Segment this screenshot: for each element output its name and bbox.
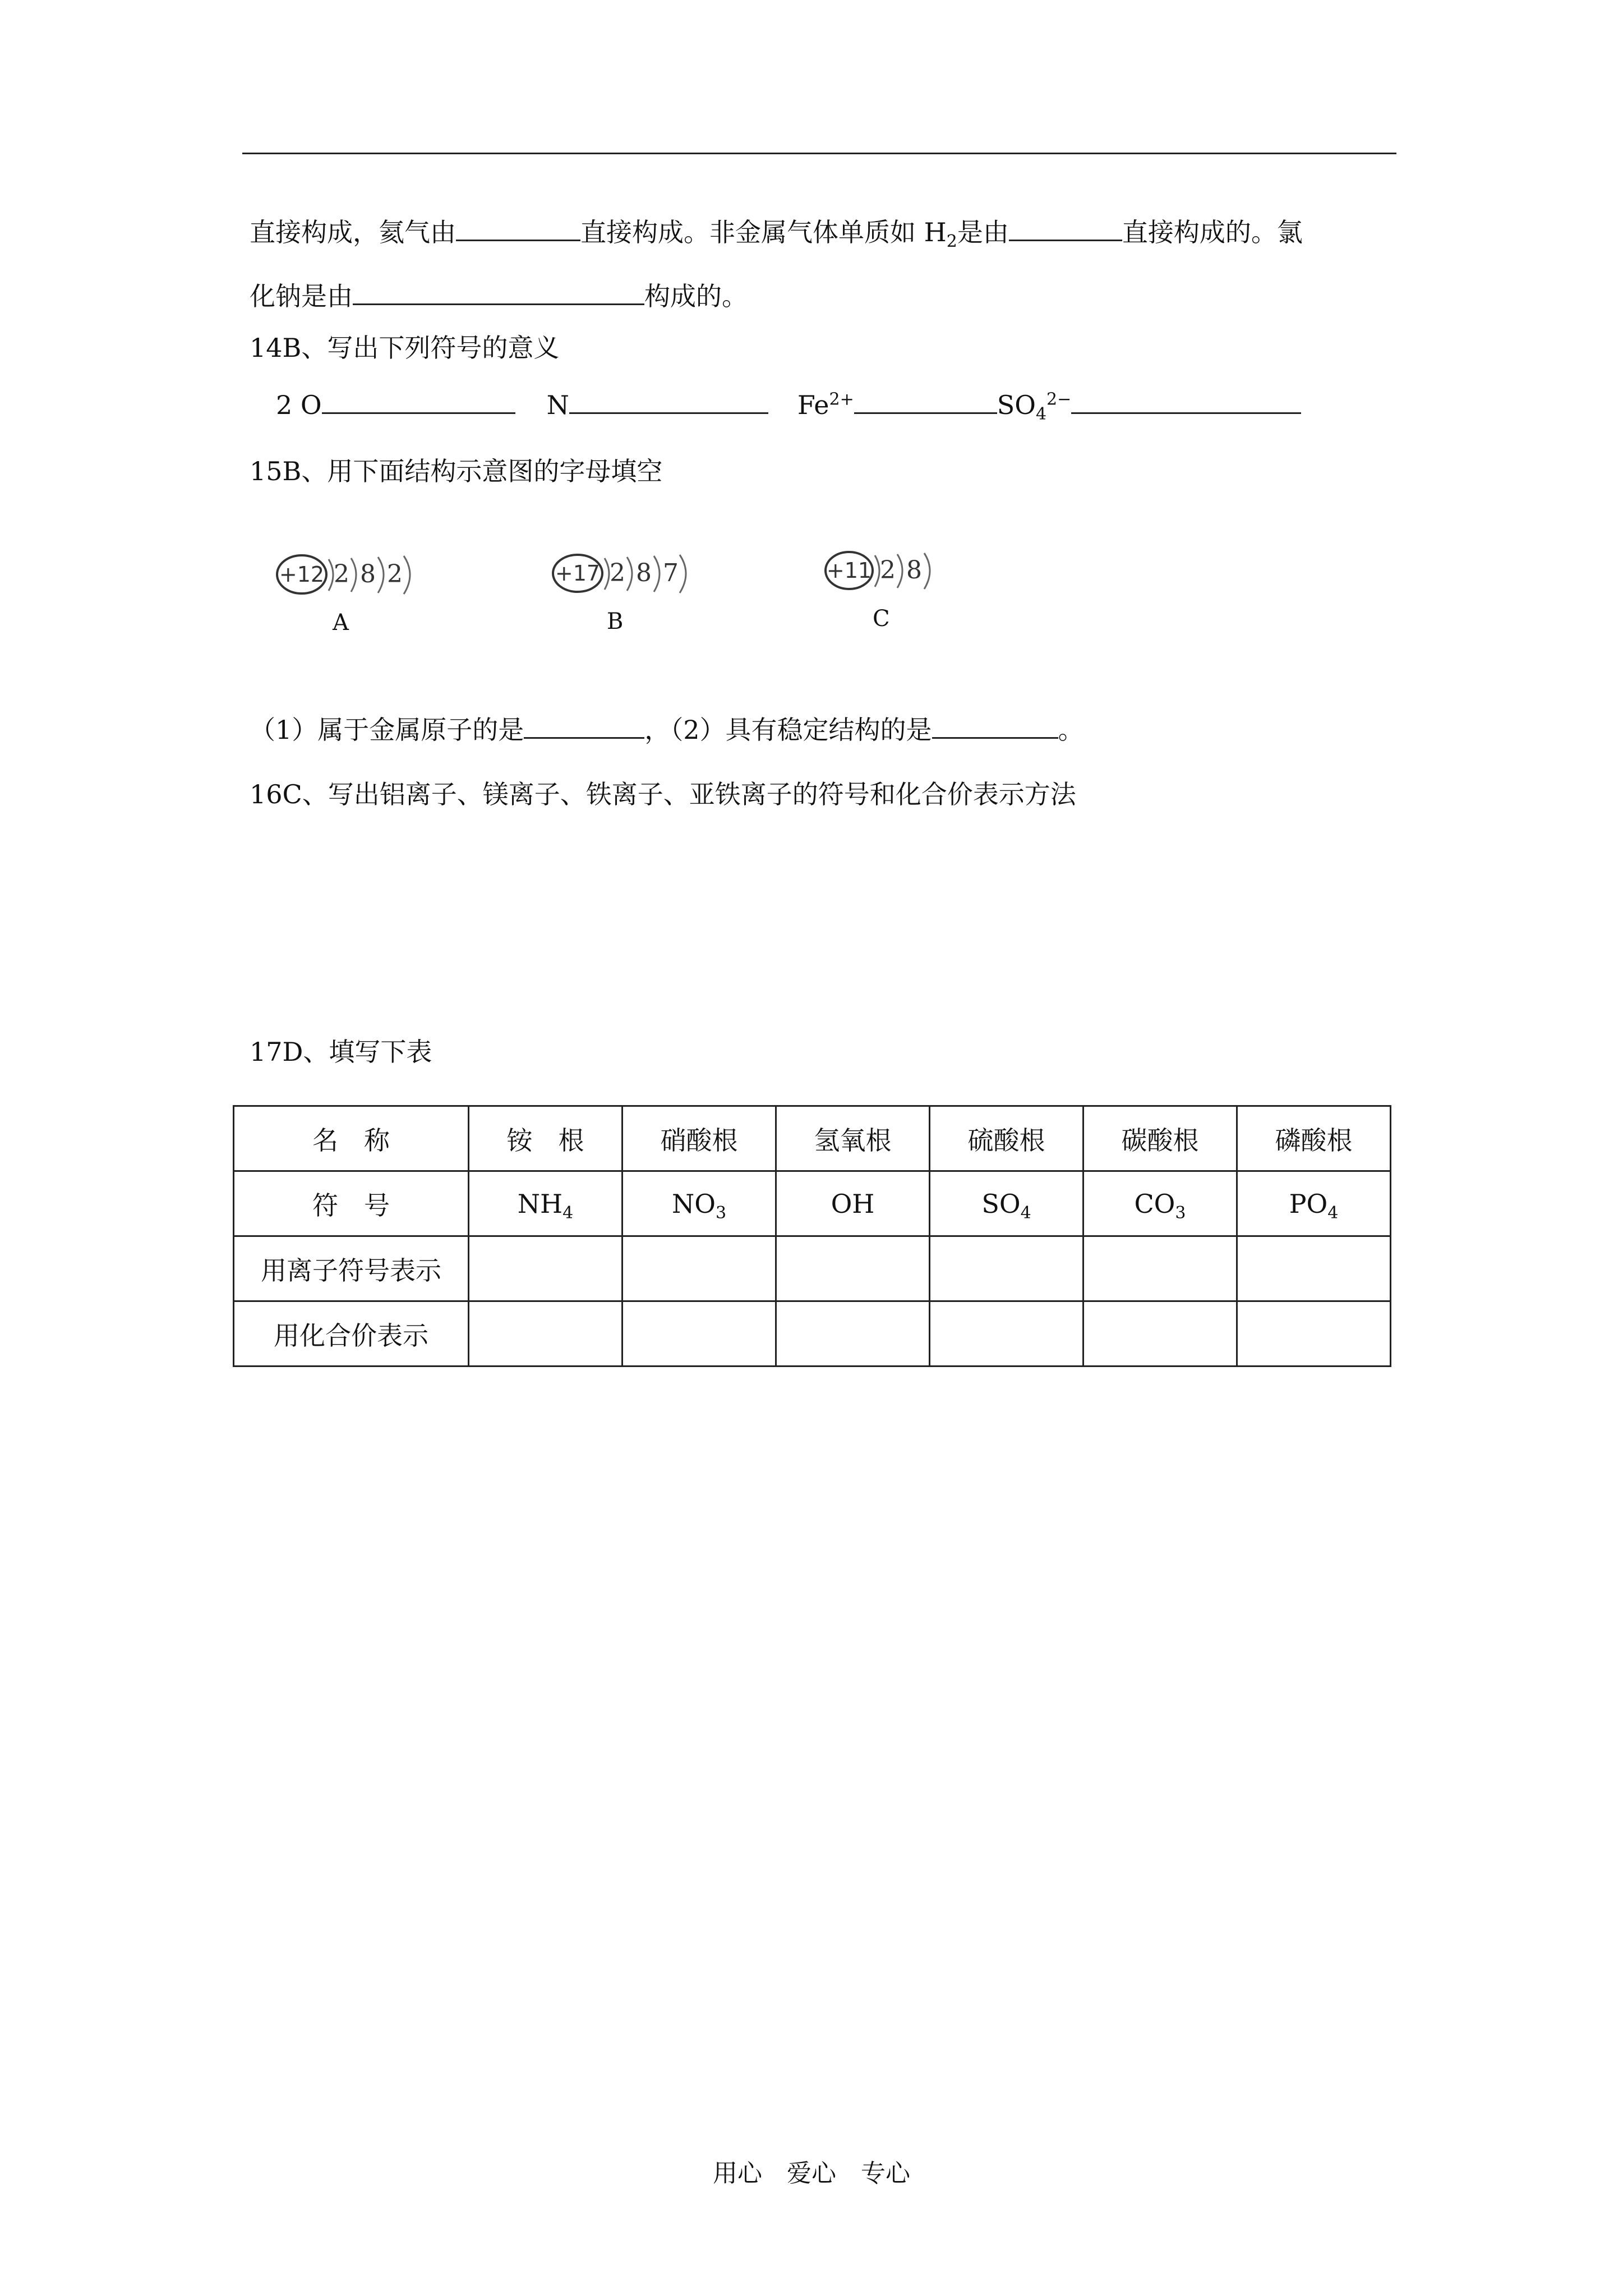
- answer-cell-valence-phosphate[interactable]: [1237, 1301, 1391, 1366]
- line1-part3: 是由: [957, 217, 1009, 247]
- line1-part1: 直接构成，氦气由: [250, 217, 456, 247]
- name-cell-hydroxide: 氢氧根: [776, 1106, 930, 1171]
- shell-3-electrons: 2: [387, 560, 403, 588]
- q14-item-label: Fe: [797, 390, 829, 420]
- symbol-cell-ammonium: [469, 1171, 623, 1236]
- q14-item-so4: [997, 388, 1302, 425]
- symbol-subscript: 3: [1175, 1203, 1186, 1223]
- symbol-subscript: 3: [715, 1203, 727, 1223]
- shell-2-electrons: 8: [360, 560, 376, 588]
- answer-cell-ion-phosphate[interactable]: [1237, 1236, 1391, 1301]
- answer-cell-valence-ammonium[interactable]: [469, 1301, 623, 1366]
- name-cell-phosphate: 磷酸根: [1237, 1106, 1391, 1171]
- q14-blank-n[interactable]: [569, 388, 768, 414]
- q14-blank-fe[interactable]: [854, 388, 997, 414]
- answer-cell-valence-sulfate[interactable]: [930, 1301, 1083, 1366]
- fe-superscript: 2+: [829, 389, 854, 409]
- atom-diagram-a: [274, 547, 419, 636]
- q14-blank-so4[interactable]: [1071, 388, 1301, 414]
- line1-part2: 直接构成。非金属气体单质如 H: [580, 217, 947, 247]
- page-footer: 用心 爱心 专心: [713, 2159, 910, 2188]
- blank-sodium-chloride[interactable]: [353, 279, 644, 305]
- symbol-cell-hydroxide: [776, 1171, 930, 1236]
- line2-part2: 构成的。: [644, 281, 748, 311]
- q14-item-label: SO: [997, 390, 1036, 420]
- shell-3-electrons: 7: [663, 559, 679, 587]
- shell-1-electrons: 2: [334, 560, 349, 588]
- atom-diagram-c: [822, 544, 940, 632]
- atom-diagram-b: [550, 547, 695, 634]
- q14-items: [276, 388, 1301, 425]
- so4-superscript: 2−: [1046, 389, 1072, 409]
- q14-item-label: 2 O: [276, 390, 322, 420]
- blank-nonmetal-gas[interactable]: [1009, 215, 1122, 241]
- line2-part1: 化钠是由: [250, 281, 353, 311]
- answer-cell-ion-sulfate[interactable]: [930, 1236, 1083, 1301]
- shell-2-electrons: 8: [636, 559, 652, 587]
- line1-part4: 直接构成的。氯: [1122, 217, 1303, 247]
- q14-item-n: [547, 388, 768, 422]
- shell-2-electrons: 8: [906, 556, 922, 585]
- q14-blank-2o[interactable]: [322, 388, 515, 414]
- answer-cell-ion-ammonium[interactable]: [469, 1236, 623, 1301]
- table-row-symbols: [234, 1171, 1391, 1236]
- answer-cell-ion-hydroxide[interactable]: [776, 1236, 930, 1301]
- name-cell-carbonate: 碳酸根: [1083, 1106, 1237, 1171]
- q16-title: 16C、写出铝离子、镁离子、铁离子、亚铁离子的符号和化合价表示方法: [250, 779, 1076, 809]
- q15-sub1-label: （1）属于金属原子的是: [250, 715, 524, 745]
- diagram-letter-b: B: [607, 609, 624, 634]
- table-row-valence: [234, 1301, 1391, 1366]
- answer-cell-valence-nitrate[interactable]: [623, 1301, 776, 1366]
- blank-helium[interactable]: [456, 215, 580, 241]
- nucleus-label: +12: [279, 562, 325, 587]
- q14-item-fe: [797, 388, 997, 422]
- symbol-cell-phosphate: [1237, 1171, 1391, 1236]
- h2-subscript: 2: [946, 232, 957, 252]
- answer-cell-ion-nitrate[interactable]: [623, 1236, 776, 1301]
- symbol-base: SO: [981, 1188, 1021, 1219]
- symbol-subscript: 4: [562, 1203, 574, 1223]
- row-header-name: 名 称: [234, 1106, 469, 1171]
- symbol-base: NO: [671, 1188, 716, 1219]
- answer-cell-ion-carbonate[interactable]: [1083, 1236, 1237, 1301]
- answer-cell-valence-carbonate[interactable]: [1083, 1301, 1237, 1366]
- table-row-names: [234, 1106, 1391, 1171]
- diagram-letter-c: C: [873, 606, 890, 632]
- q15-blank-stable-structure[interactable]: [932, 712, 1058, 739]
- shell-1-electrons: 2: [610, 559, 625, 587]
- ion-table: [233, 1105, 1391, 1367]
- name-cell-ammonium: 铵 根: [469, 1106, 623, 1171]
- text-line-2: [250, 279, 748, 313]
- symbol-subscript: 4: [1327, 1203, 1339, 1223]
- symbol-base: PO: [1289, 1188, 1328, 1219]
- q15-subquestions: [250, 712, 1084, 747]
- shell-1-electrons: 2: [880, 556, 896, 585]
- row-header-valence: 用化合价表示: [234, 1301, 469, 1366]
- symbol-base: OH: [831, 1188, 875, 1219]
- symbol-cell-nitrate: [623, 1171, 776, 1236]
- answer-cell-valence-hydroxide[interactable]: [776, 1301, 930, 1366]
- q14-title: 14B、写出下列符号的意义: [250, 333, 560, 363]
- q15-title: 15B、用下面结构示意图的字母填空: [250, 456, 663, 486]
- row-header-ion-symbol: 用离子符号表示: [234, 1236, 469, 1301]
- symbol-base: NH: [517, 1188, 563, 1219]
- text-line-1: [250, 215, 1303, 252]
- header-rule: [242, 153, 1396, 154]
- nucleus-label: +11: [826, 558, 872, 583]
- q14-item-2o: [276, 388, 515, 422]
- name-cell-sulfate: 硫酸根: [930, 1106, 1083, 1171]
- q17-title: 17D、填写下表: [250, 1037, 432, 1067]
- q14-item-label: N: [546, 390, 569, 420]
- so4-subscript: 4: [1035, 404, 1047, 425]
- q15-end: 。: [1058, 715, 1084, 745]
- nucleus-label: +17: [555, 561, 601, 586]
- q15-blank-metal-atom[interactable]: [524, 712, 644, 739]
- q15-separator: ，: [644, 715, 671, 745]
- symbol-cell-carbonate: [1083, 1171, 1237, 1236]
- diagram-letter-a: A: [333, 610, 349, 636]
- name-cell-nitrate: 硝酸根: [623, 1106, 776, 1171]
- table-row-ion-symbol: [234, 1236, 1391, 1301]
- q15-sub2-label: （2）具有稳定结构的是: [670, 715, 932, 745]
- symbol-subscript: 4: [1020, 1203, 1031, 1223]
- row-header-symbol: 符 号: [234, 1171, 469, 1236]
- symbol-base: CO: [1134, 1188, 1175, 1219]
- symbol-cell-sulfate: [930, 1171, 1083, 1236]
